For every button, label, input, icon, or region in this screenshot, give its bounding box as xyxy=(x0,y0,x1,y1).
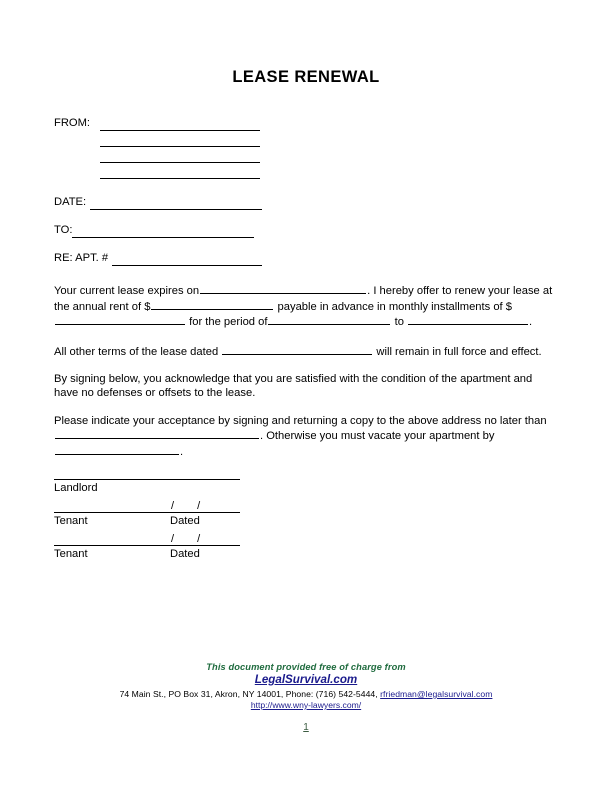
footer-website-link[interactable]: http://www.wny-lawyers.com/ xyxy=(250,700,362,710)
p4-segment-2: . Otherwise you must vacate your apartment by xyxy=(260,430,495,443)
date-label: DATE: xyxy=(54,196,87,209)
footer-address-text: 74 Main St., PO Box 31, Akron, NY 14001, Phone: (716) 542-5444, xyxy=(119,689,378,699)
from-blank-line-1[interactable] xyxy=(100,118,260,131)
spacer xyxy=(54,238,554,251)
blank-annual-rent[interactable] xyxy=(151,299,273,310)
from-blank-line-2[interactable] xyxy=(100,134,260,147)
date-slashes-2: / / xyxy=(171,533,211,545)
from-blank-line-4[interactable] xyxy=(100,166,260,179)
from-field-group xyxy=(54,115,554,179)
paragraph-lease-terms xyxy=(54,283,554,330)
blank-lease-date[interactable] xyxy=(222,344,372,355)
footer-address xyxy=(0,689,612,699)
tenant-signature-group-2 xyxy=(54,533,354,561)
blank-monthly-installment[interactable] xyxy=(55,314,185,325)
tenant-signature-line-1[interactable] xyxy=(54,511,240,513)
dated-caption-2: Dated xyxy=(170,548,200,560)
spacer xyxy=(54,266,554,283)
re-apt-field-row xyxy=(54,251,554,266)
from-row xyxy=(54,131,554,147)
landlord-signature-group xyxy=(54,478,354,495)
to-blank-line[interactable] xyxy=(72,225,254,238)
spacer xyxy=(54,210,554,223)
p1-segment-1: Your current lease expires on xyxy=(54,285,200,297)
document-body xyxy=(54,115,554,459)
page-number: 1 xyxy=(303,722,309,733)
from-label: FROM: xyxy=(54,117,91,130)
p4-segment-1: Please indicate your acceptance by signing and returning a copy to the above address no later than xyxy=(54,414,547,427)
tenant-signature-group-1 xyxy=(54,500,354,528)
paragraph-acceptance xyxy=(54,415,554,460)
blank-acceptance-deadline[interactable] xyxy=(55,428,259,439)
date-slashes-1: / / xyxy=(171,500,211,512)
from-blank-line-3[interactable] xyxy=(100,150,260,163)
p4-segment-3: . xyxy=(180,445,184,458)
p1-segment-3: payable in advance in monthly installments of $ xyxy=(277,300,512,313)
tenant-captions-1 xyxy=(54,513,354,528)
p1-segment-6: . xyxy=(529,316,533,329)
p1-segment-2: . I hereby offer to renew your lease at the annual rent of $ xyxy=(54,285,553,313)
p2-segment-1: All other terms of the lease dated xyxy=(54,345,219,358)
blank-vacate-date[interactable] xyxy=(55,444,179,455)
date-field-row xyxy=(54,195,554,210)
footer-brand-link[interactable]: LegalSurvival.com xyxy=(254,673,358,686)
tenant-caption-2: Tenant xyxy=(54,548,88,560)
document-footer xyxy=(0,662,612,710)
p1-segment-5: to xyxy=(394,316,404,329)
spacer xyxy=(54,401,554,415)
spacer xyxy=(54,330,554,344)
p1-segment-4: for the period of xyxy=(189,316,268,329)
blank-period-end[interactable] xyxy=(408,314,528,325)
from-row xyxy=(54,115,554,131)
blank-period-start[interactable] xyxy=(268,314,390,325)
date-blank-line[interactable] xyxy=(90,197,262,210)
tenant-captions-2 xyxy=(54,546,354,561)
re-apt-blank-line[interactable] xyxy=(112,253,262,266)
tenant-line-with-date-1 xyxy=(54,500,244,513)
tenant-signature-line-2[interactable] xyxy=(54,544,240,546)
paragraph-other-terms xyxy=(54,344,554,360)
to-field-row xyxy=(54,223,554,238)
footer-tagline: This document provided free of charge from xyxy=(206,662,406,672)
spacer xyxy=(54,359,554,373)
from-row xyxy=(54,147,554,163)
re-apt-label: RE: APT. # xyxy=(54,252,109,265)
blank-lease-expiry[interactable] xyxy=(200,283,366,294)
from-row xyxy=(54,163,554,179)
tenant-line-with-date-2 xyxy=(54,533,244,546)
to-label: TO: xyxy=(54,224,73,237)
spacer xyxy=(54,179,554,195)
p2-segment-2: will remain in full force and effect. xyxy=(376,345,542,358)
tenant-caption-1: Tenant xyxy=(54,515,88,527)
paragraph-acknowledgement: By signing below, you acknowledge that you are satisfied with the condition of the apartment and have no defenses or offsets to the lease. xyxy=(54,373,533,399)
footer-email-link[interactable]: rfriedman@legalsurvival.com xyxy=(380,689,493,699)
dated-caption-1: Dated xyxy=(170,515,200,527)
signature-block xyxy=(54,478,354,561)
landlord-caption: Landlord xyxy=(54,482,98,494)
page-title: LEASE RENEWAL xyxy=(232,68,380,86)
